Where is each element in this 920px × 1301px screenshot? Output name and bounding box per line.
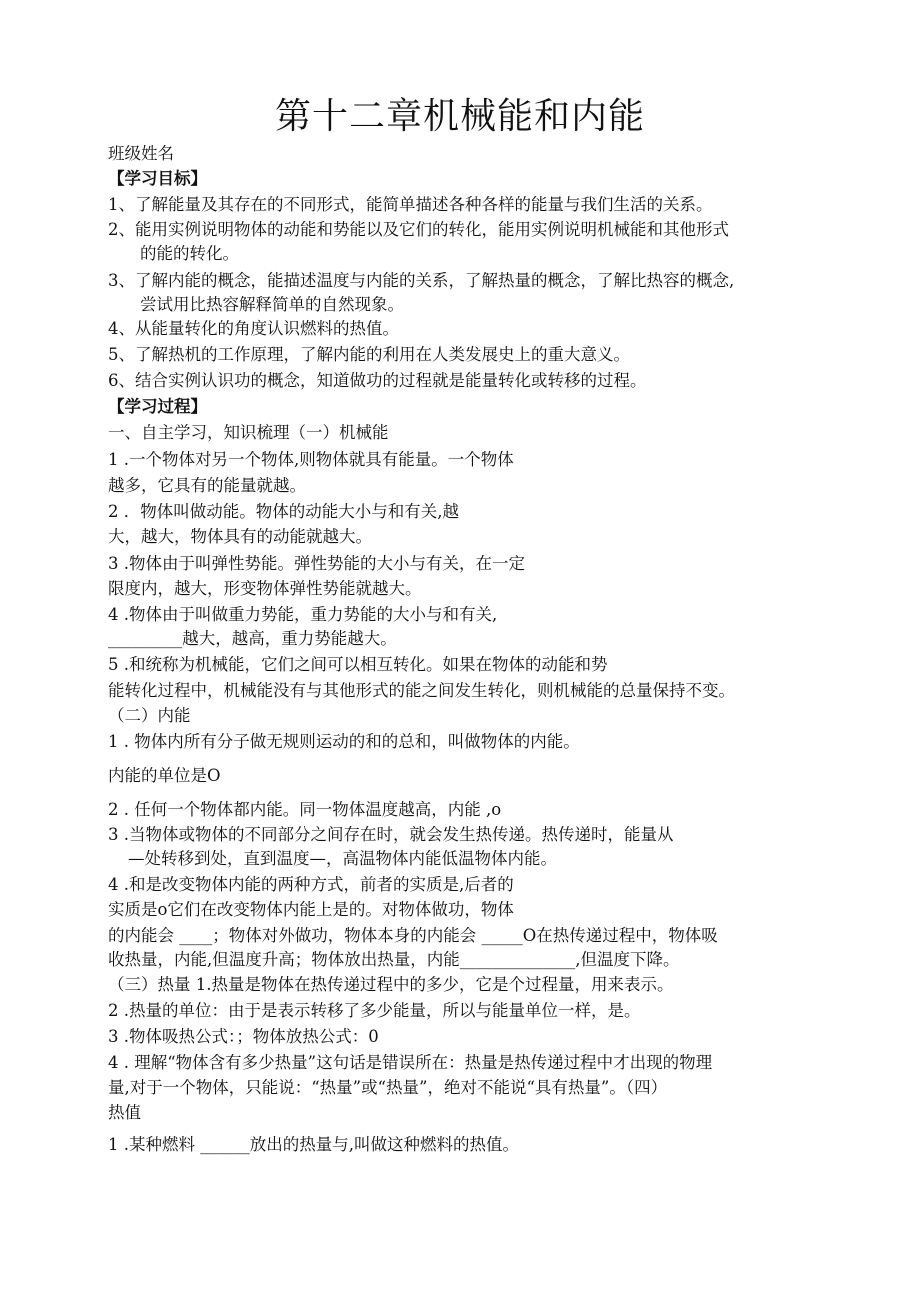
goals-heading: 【学习目标】 xyxy=(108,169,207,188)
class-name-line: 班级姓名 xyxy=(108,144,174,163)
content-line: 3 .物体由于叫弹性势能。弹性势能的大小与有关，在一定 xyxy=(108,554,525,573)
content-line: 2 .热量的单位：由于是表示转移了多少能量，所以与能量单位一样，是。 xyxy=(108,1001,641,1020)
content-line: 1 .一个物体对另一个物体,则物体就具有能量。一个物体 xyxy=(108,450,514,469)
goal-1: 1、了解能量及其存在的不同形式，能简单描述各种各样的能量与我们生活的关系。 xyxy=(108,195,713,214)
goal-3: 3、了解内能的概念，能描述温度与内能的关系，了解热量的概念，了解比热容的概念, xyxy=(108,271,735,290)
content-line: 限度内，越大，形变物体弹性势能就越大。 xyxy=(108,579,422,598)
goal-6: 6、结合实例认识功的概念，知道做功的过程就是能量转化或转移的过程。 xyxy=(108,371,647,390)
process-heading: 【学习过程】 xyxy=(108,397,207,416)
content-line: 能转化过程中，机械能没有与其他形式的能之间发生转化，则机械能的总量保持不变。 xyxy=(108,681,735,700)
content-line: 一、自主学习，知识梳理（一）机械能 xyxy=(108,423,389,442)
content-line: 越多，它具有的能量就越。 xyxy=(108,476,306,495)
content-line: 2 . 任何一个物体都内能。同一物体温度越高，内能 ,o xyxy=(108,800,502,819)
content-line: 的内能会 ____；物体对外做功，物体本身的内能会 _____O在热传递过程中，物体吸 xyxy=(108,926,718,945)
content-line: 3 .当物体或物体的不同部分之间存在时，就会发生热传递。热传递时，能量从 xyxy=(108,825,674,844)
content-line: —处转移到处，直到温度—，高温物体内能低温物体内能。 xyxy=(128,849,557,868)
goal-2-cont: 的能的转化。 xyxy=(140,244,239,263)
goal-5: 5、了解热机的工作原理，了解内能的利用在人类发展史上的重大意义。 xyxy=(108,345,630,364)
content-line: 内能的单位是O xyxy=(108,766,221,785)
goal-2: 2、能用实例说明物体的动能和势能以及它们的转化，能用实例说明机械能和其他形式 xyxy=(108,220,729,239)
content-line: （三）热量 1.热量是物体在热传递过程中的多少，它是个过程量，用来表示。 xyxy=(108,975,674,994)
content-line: 5 .和统称为机械能，它们之间可以相互转化。如果在物体的动能和势 xyxy=(108,655,608,674)
content-line: 2 ．物体叫做动能。物体的动能大小与和有关,越 xyxy=(108,502,459,521)
content-line: 大，越大，物体具有的动能就越大。 xyxy=(108,527,372,546)
content-line: （二）内能 xyxy=(108,706,191,725)
goal-3-cont: 尝试用比热容解释简单的自然现象。 xyxy=(140,295,404,314)
content-line: 4 .和是改变物体内能的两种方式，前者的实质是,后者的 xyxy=(108,875,514,894)
content-line: _________越大，越高，重力势能越大。 xyxy=(108,629,397,648)
content-line: 4 .物体由于叫做重力势能，重力势能的大小与和有关, xyxy=(108,605,498,624)
content-line: 3 .物体吸热公式：；物体放热公式：0 xyxy=(108,1027,379,1046)
content-line: 4 . 理解“物体含有多少热量”这句话是错误所在：热量是热传递过程中才出现的物理 xyxy=(108,1053,713,1072)
page-title: 第十二章机械能和内能 xyxy=(274,96,645,137)
content-line: 热值 xyxy=(108,1103,141,1122)
content-line: 实质是o它们在改变物体内能上是的。对物体做功，物体 xyxy=(108,900,514,919)
content-line: 1 . 物体内所有分子做无规则运动的和的总和，叫做物体的内能。 xyxy=(108,732,580,751)
content-line: 量,对于一个物体，只能说：“热量”或“热量”，绝对不能说“具有热量”。（四） xyxy=(108,1078,668,1097)
content-line: 1 .某种燃料 ______放出的热量与,叫做这种燃料的热值。 xyxy=(108,1135,519,1154)
goal-4: 4、从能量转化的角度认识燃料的热值。 xyxy=(108,319,399,338)
content-line: 收热量，内能,但温度升高；物体放出热量，内能______________,但温度下降。 xyxy=(108,950,680,969)
